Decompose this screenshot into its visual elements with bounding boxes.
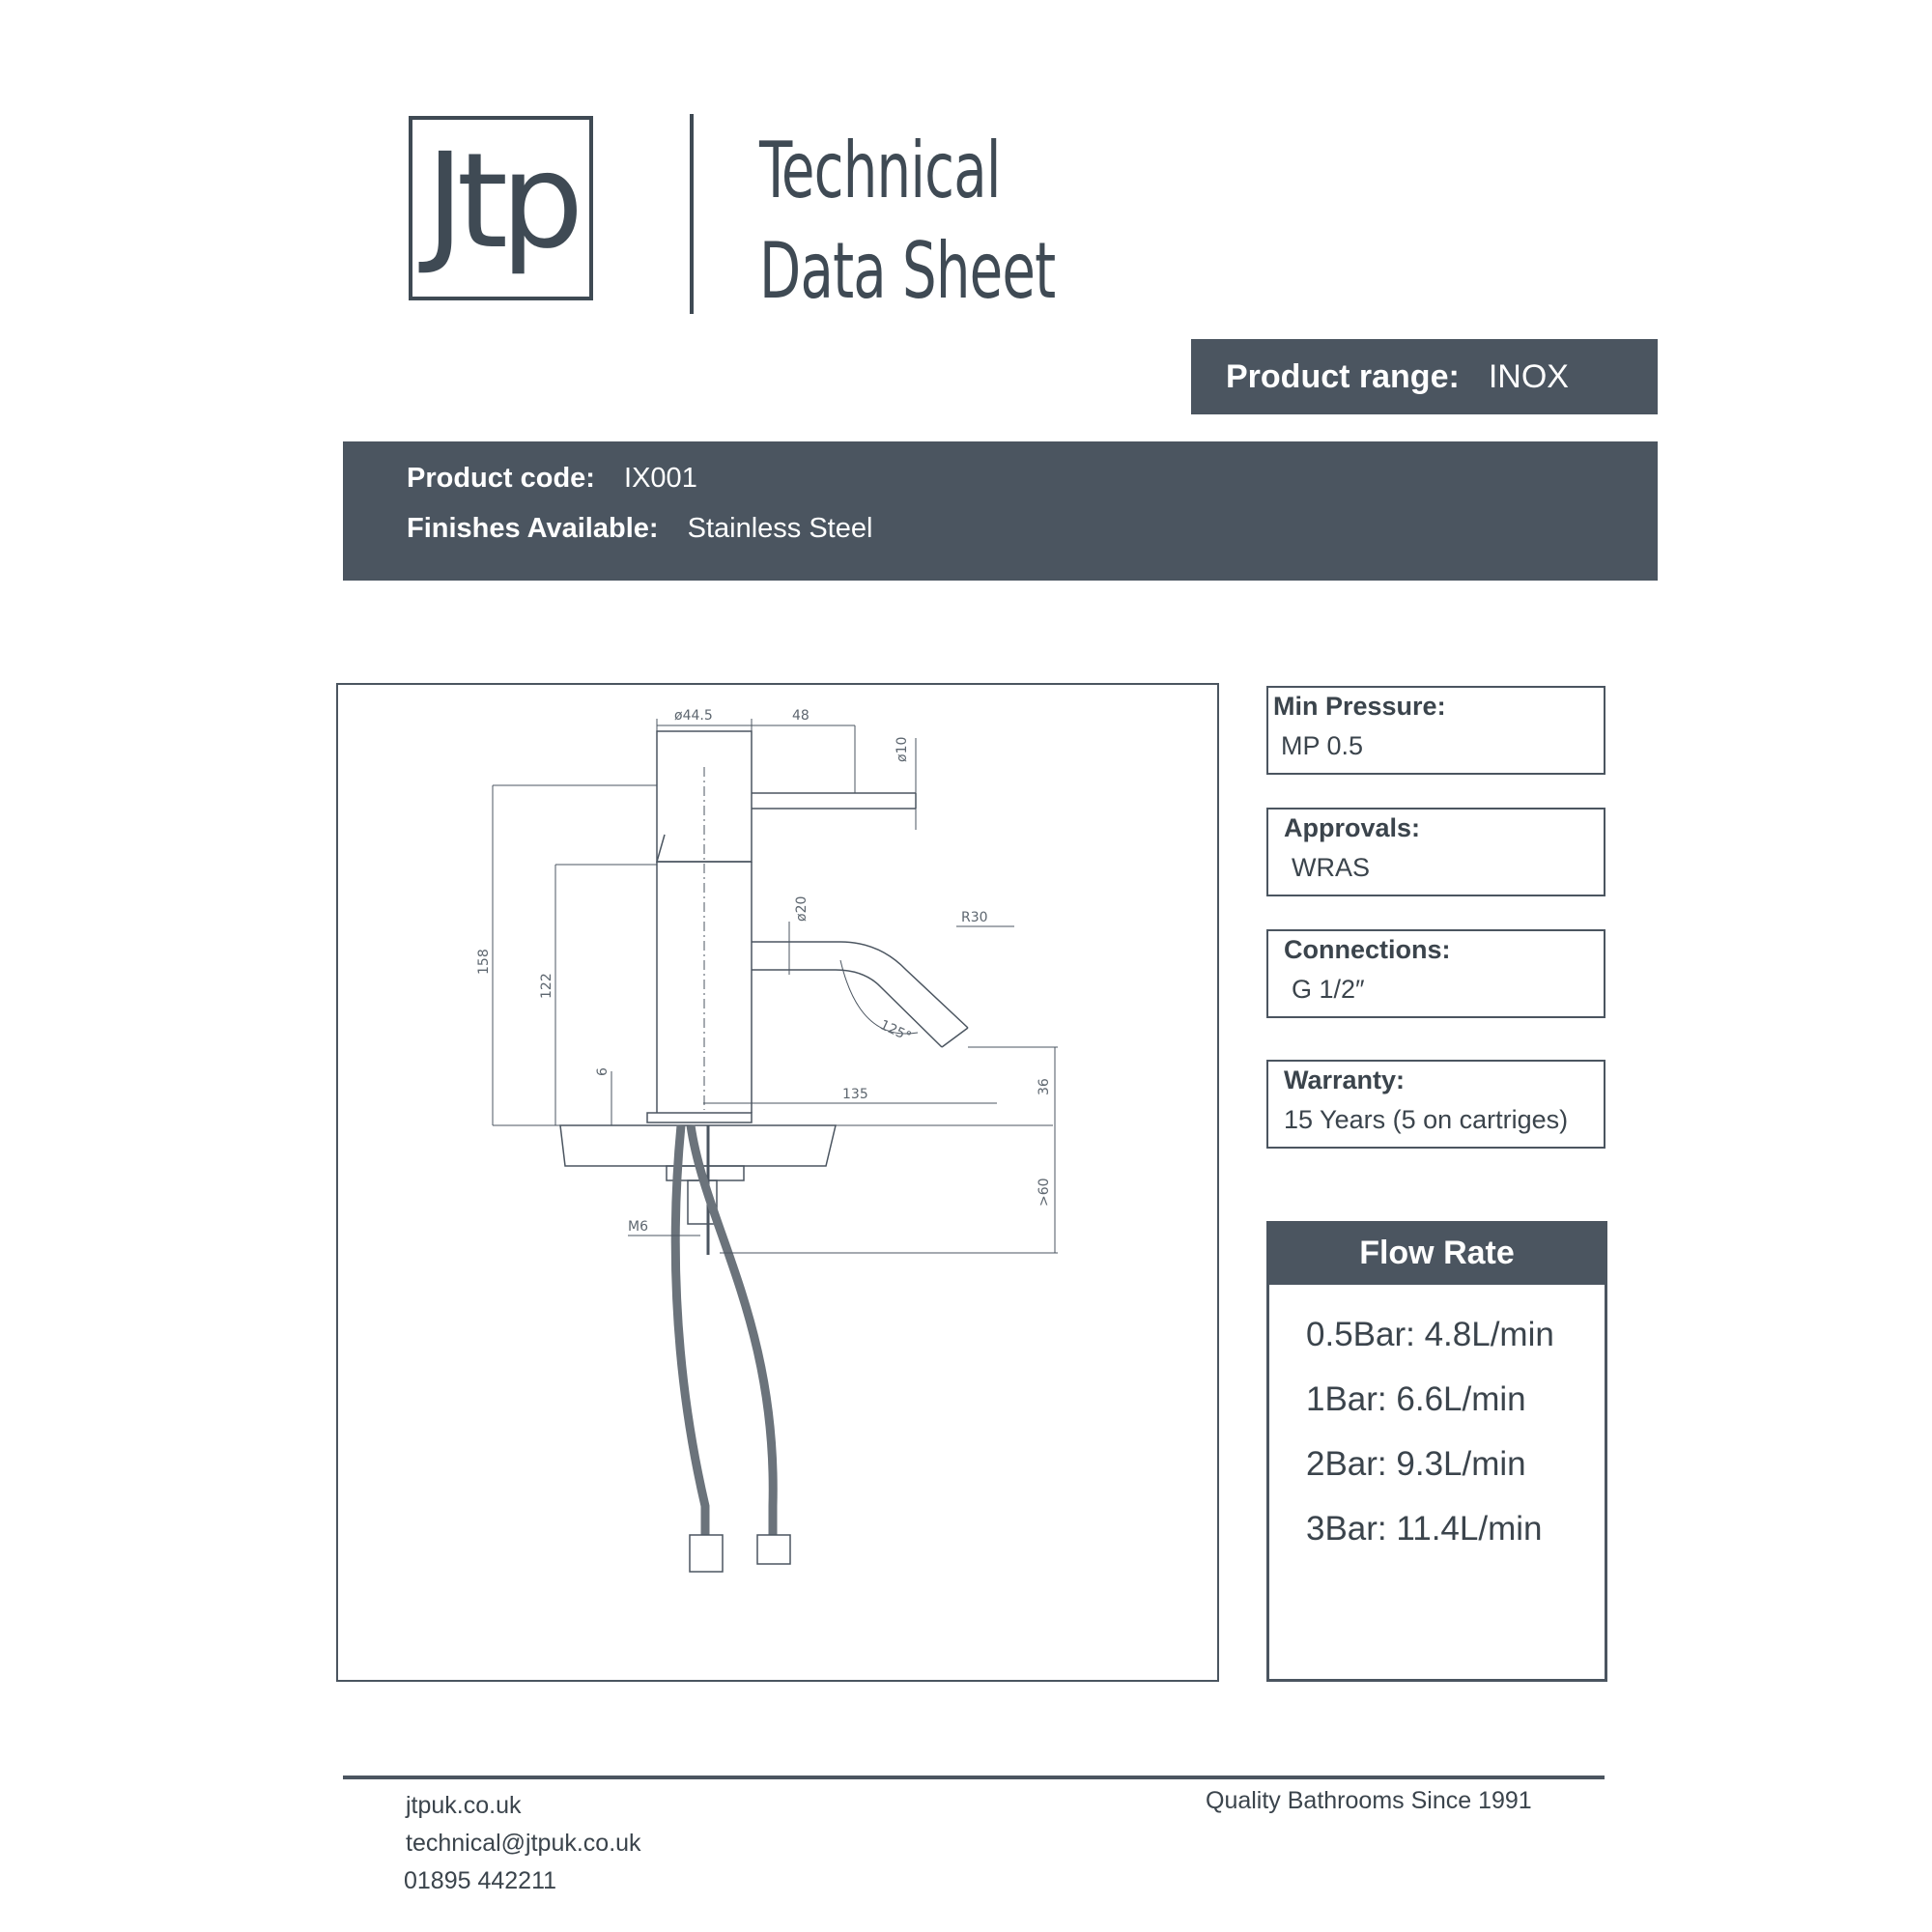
flow-rate-item: 3Bar: 11.4L/min — [1306, 1510, 1543, 1548]
flow-rate-panel — [1266, 1221, 1607, 1682]
jtp-logo: Jtp — [409, 116, 593, 300]
header-divider — [690, 114, 694, 314]
dim-spout-radius: R30 — [961, 910, 988, 925]
dim-spout-diameter: ø20 — [794, 895, 810, 922]
product-code-row — [407, 453, 1658, 503]
flow-rate-item: 1Bar: 6.6L/min — [1306, 1380, 1526, 1418]
spout-top — [752, 942, 968, 1028]
spec-value: WRAS — [1292, 853, 1370, 882]
dim-spout-reach: 135 — [842, 1087, 868, 1102]
dim-rod-thread: M6 — [628, 1219, 648, 1235]
tap-technical-drawing — [338, 685, 1217, 1680]
footer-phone: 01895 442211 — [404, 1867, 557, 1894]
technical-drawing-frame — [336, 683, 1219, 1682]
spec-value: G 1/2″ — [1292, 975, 1365, 1004]
title-line-2: Data Sheet — [759, 226, 1056, 316]
product-code-label: Product code: — [407, 463, 595, 494]
spec-connections — [1266, 929, 1605, 1018]
title-line-1: Technical — [759, 126, 1001, 215]
dim-spout-angle: 125° — [877, 1017, 914, 1045]
flow-rate-item: 0.5Bar: 4.8L/min — [1306, 1316, 1554, 1353]
flow-rate-list — [1269, 1285, 1605, 1561]
dim-body-diameter: ø44.5 — [674, 708, 713, 724]
dim-lever-diameter: ø10 — [895, 736, 910, 762]
spec-label: Approvals: — [1284, 813, 1421, 842]
spec-warranty — [1266, 1060, 1605, 1149]
flow-rate-title: Flow Rate — [1269, 1221, 1605, 1285]
finishes-row — [407, 503, 1658, 554]
footer-email[interactable]: technical@jtpuk.co.uk — [406, 1830, 641, 1857]
product-range-label: Product range: — [1226, 357, 1460, 395]
flow-rate-item: 2Bar: 9.3L/min — [1306, 1445, 1526, 1483]
spec-label: Min Pressure: — [1273, 692, 1446, 721]
page-title — [759, 121, 1055, 322]
footer-divider — [343, 1776, 1605, 1779]
product-range-bar — [1191, 339, 1658, 414]
spec-value: MP 0.5 — [1281, 731, 1364, 760]
spec-label: Connections: — [1284, 935, 1451, 964]
finishes-label: Finishes Available: — [407, 513, 659, 544]
footer-tagline: Quality Bathrooms Since 1991 — [1206, 1787, 1532, 1814]
flexible-hose-right — [691, 1125, 773, 1535]
dim-below-deck: >60 — [1037, 1178, 1052, 1207]
hose-fitting-left — [690, 1535, 723, 1572]
footer-website[interactable]: jtpuk.co.uk — [406, 1792, 522, 1819]
dim-spout-clearance: 36 — [1037, 1078, 1052, 1095]
lever-handle — [657, 731, 752, 862]
finishes-value: Stainless Steel — [687, 513, 873, 544]
hose-fitting-right — [757, 1535, 790, 1564]
flexible-hose-left — [675, 1125, 705, 1535]
tap-base — [647, 1113, 752, 1122]
spec-min-pressure — [1266, 686, 1605, 775]
spec-approvals — [1266, 808, 1605, 896]
dim-total-height: 158 — [476, 949, 492, 975]
dim-body-height: 122 — [539, 973, 554, 999]
dim-lever-length: 48 — [792, 708, 810, 724]
product-range-value: INOX — [1488, 357, 1569, 395]
product-code-value: IX001 — [624, 463, 697, 494]
product-info-bar — [343, 441, 1658, 581]
spec-label: Warranty: — [1284, 1065, 1406, 1094]
spec-value: 15 Years (5 on cartriges) — [1284, 1105, 1569, 1134]
dim-base-height: 6 — [595, 1067, 611, 1076]
